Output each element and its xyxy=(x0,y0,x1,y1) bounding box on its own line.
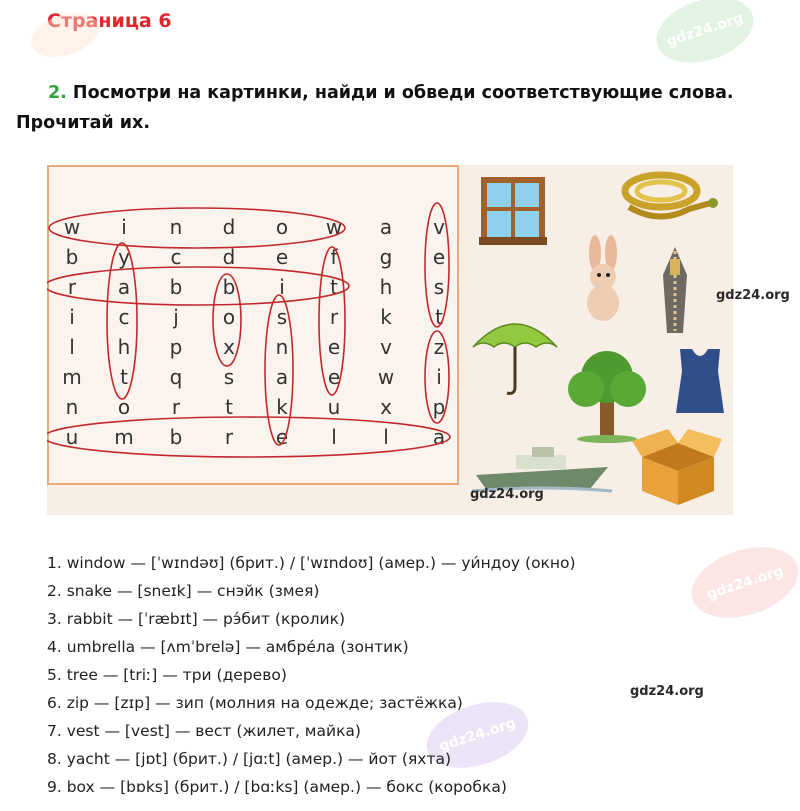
watermark-text: gdz24.org xyxy=(437,715,518,755)
vest-picture xyxy=(672,345,728,417)
grid-letter: l xyxy=(69,335,75,359)
grid-letter: u xyxy=(327,395,341,419)
watermark-text: gdz24.org xyxy=(630,684,704,699)
grid-letter: k xyxy=(276,395,288,419)
answer-item: 6. zip — [zɪp] — зип (молния на одежде; застёжка) xyxy=(47,694,463,712)
answer-item: 5. tree — [triː] — три (дерево) xyxy=(47,666,287,684)
oval-umbrella xyxy=(47,417,450,457)
grid-letter: b xyxy=(169,275,183,299)
watermark-text: gdz24.org xyxy=(470,487,544,502)
oval-box xyxy=(213,274,241,366)
oval-snake xyxy=(265,295,293,445)
watermark-blob xyxy=(648,0,762,74)
task-number: 2. xyxy=(48,83,67,103)
answer-item: 1. window — [ˈwɪndəʊ] (брит.) / [ˈwɪndoʊ] (амер.) — уи́ндоу (окно) xyxy=(47,554,576,572)
grid-letter: l xyxy=(383,425,389,449)
grid-letter: a xyxy=(275,365,289,389)
answer-item: 2. snake — [sneɪk] — снэйк (змея) xyxy=(47,582,320,600)
task-text-line1: Посмотри на картинки, найди и обведи соответствующие слова. xyxy=(72,83,734,103)
task-text-line2: Прочитай их. xyxy=(16,113,150,133)
grid-letter: n xyxy=(169,215,183,239)
window-picture xyxy=(479,175,547,247)
grid-letter: o xyxy=(222,305,236,329)
grid-letter: u xyxy=(65,425,79,449)
grid-letter: v xyxy=(380,335,392,359)
grid-letter: x xyxy=(223,335,235,359)
grid-letter: j xyxy=(173,305,179,329)
grid-letter: b xyxy=(169,425,183,449)
watermark-text: gdz24.org xyxy=(664,10,746,50)
grid-letter: i xyxy=(436,365,442,389)
grid-letter: p xyxy=(169,335,183,359)
oval-tree xyxy=(319,247,345,395)
grid-letter: t xyxy=(330,275,338,299)
grid-letter: y xyxy=(118,245,130,269)
grid-letter: e xyxy=(327,365,341,389)
grid-letter: b xyxy=(222,275,236,299)
grid-letter: s xyxy=(223,365,235,389)
oval-window xyxy=(49,208,345,248)
grid-letter: m xyxy=(114,425,134,449)
grid-letter: s xyxy=(276,305,288,329)
grid-letter: x xyxy=(380,395,392,419)
grid-letter: t xyxy=(435,305,443,329)
answer-item: 8. yacht — [jɒt] (брит.) / [jɑːt] (амер.) — йот (яхта) xyxy=(47,750,452,768)
grid-letter: g xyxy=(379,245,393,269)
grid-letter: i xyxy=(279,275,285,299)
grid-letter: c xyxy=(170,245,182,269)
answer-list xyxy=(47,549,576,801)
grid-letter: w xyxy=(325,215,343,239)
grid-letter: e xyxy=(432,245,446,269)
grid-letter: i xyxy=(69,305,75,329)
grid-letter: d xyxy=(222,245,236,269)
answer-item: 9. box — [bɒks] (брит.) / [bɑːks] (амер.) — бокс (коробка) xyxy=(47,778,507,796)
grid-letter: q xyxy=(169,365,183,389)
grid-letter: o xyxy=(117,395,131,419)
grid-letter: n xyxy=(65,395,79,419)
grid-letter: o xyxy=(275,215,289,239)
answer-item: 4. umbrella — [ʌmˈbrelə] — амбре́ла (зонтик) xyxy=(47,638,409,656)
grid-letter: t xyxy=(120,365,128,389)
oval-rabbit xyxy=(47,267,349,305)
oval-zip xyxy=(425,331,449,423)
grid-letter: w xyxy=(377,365,395,389)
snake-picture xyxy=(619,167,719,225)
grid-letter: e xyxy=(275,425,289,449)
grid-letter: z xyxy=(433,335,445,359)
grid-letter: r xyxy=(67,275,77,299)
answer-ovals xyxy=(47,165,459,485)
answer-item: 7. vest — [vest] — вест (жилет, майка) xyxy=(47,722,361,740)
grid-letter: s xyxy=(433,275,445,299)
task-instruction xyxy=(16,78,786,138)
grid-letter: a xyxy=(432,425,446,449)
answer-item: 3. rabbit — [ˈræbɪt] — рэ́бит (кролик) xyxy=(47,610,346,628)
umbrella-picture xyxy=(469,307,561,397)
grid-letter: h xyxy=(117,335,131,359)
grid-letter: r xyxy=(329,305,339,329)
grid-letter: m xyxy=(62,365,82,389)
grid-letter: b xyxy=(65,245,79,269)
grid-letter: c xyxy=(118,305,130,329)
grid-letter: w xyxy=(63,215,81,239)
grid-letter: r xyxy=(171,395,181,419)
page-title: Страница 6 xyxy=(47,10,172,32)
grid-letter: a xyxy=(117,275,131,299)
grid-letter: i xyxy=(121,215,127,239)
grid-letter: t xyxy=(225,395,233,419)
grid-letter: d xyxy=(222,215,236,239)
grid-letter: h xyxy=(379,275,393,299)
watermark-text: gdz24.org xyxy=(704,562,786,603)
grid-letter: a xyxy=(379,215,393,239)
watermark-text: gdz24.org xyxy=(716,288,790,303)
grid-letter: f xyxy=(330,245,338,269)
watermark-blob xyxy=(683,535,800,631)
grid-letter: e xyxy=(275,245,289,269)
grid-letter: n xyxy=(275,335,289,359)
grid-letter: p xyxy=(432,395,446,419)
grid-letter: k xyxy=(380,305,392,329)
puzzle-illustration xyxy=(47,165,733,515)
box-picture xyxy=(632,427,722,507)
grid-letter: v xyxy=(433,215,445,239)
oval-vest xyxy=(425,203,449,327)
grid-letter: e xyxy=(327,335,341,359)
grid-letter: l xyxy=(331,425,337,449)
oval-yacht xyxy=(107,243,137,399)
grid-letter: r xyxy=(224,425,234,449)
rabbit-picture xyxy=(567,235,637,325)
zip-picture xyxy=(657,245,693,335)
